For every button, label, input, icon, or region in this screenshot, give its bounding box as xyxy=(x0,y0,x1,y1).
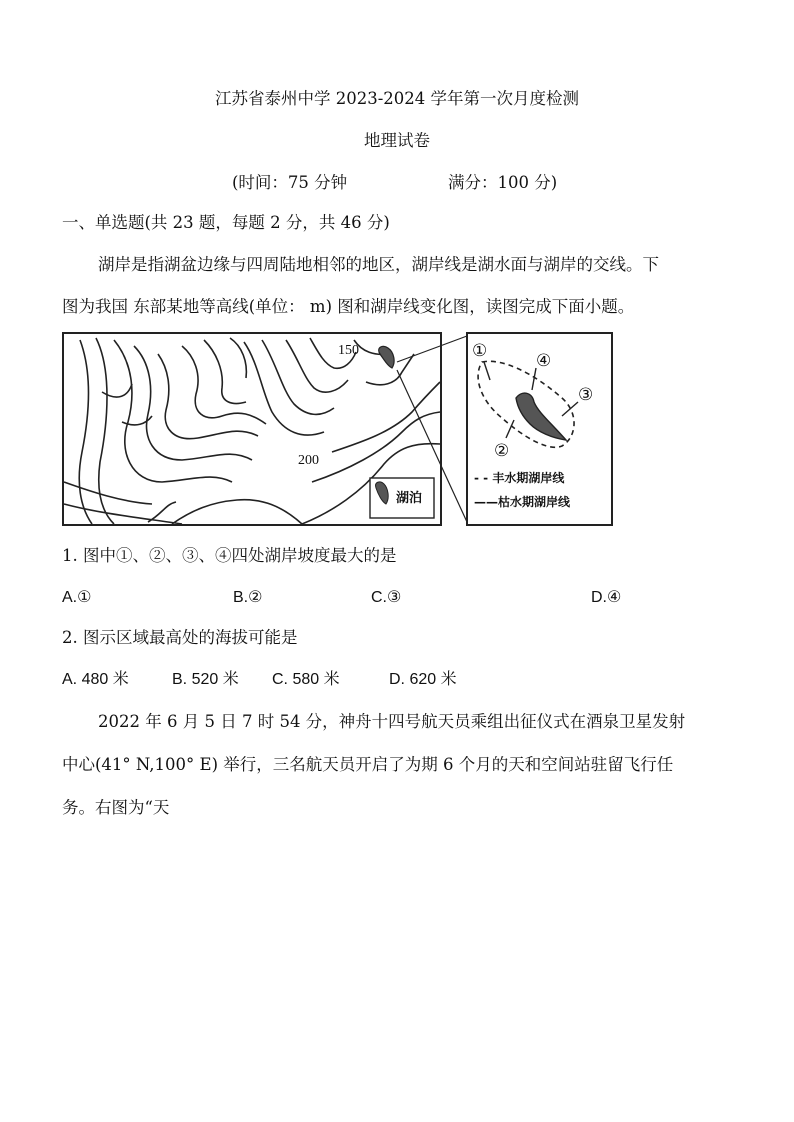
marker-4: ④ xyxy=(536,351,552,371)
passage-2-line-3: 务。右图为“天 xyxy=(62,798,170,817)
exam-title: 江苏省泰州中学 2023-2024 学年第一次月度检测 xyxy=(214,89,580,108)
passage-1-line-2: 图为我国 东部某地等高线(单位： m) 图和湖岸线变化图，读图完成下面小题。 xyxy=(62,297,635,316)
contour-label-150: 150 xyxy=(338,343,359,358)
exam-score: 满分：100 分) xyxy=(448,173,558,192)
contour-label-200: 200 xyxy=(298,453,319,468)
lake-shape xyxy=(379,346,394,368)
arrow-3 xyxy=(562,402,578,416)
dry-season-shoreline xyxy=(516,393,566,440)
question-1-option-b[interactable]: B.② xyxy=(233,589,263,606)
exam-subtitle: 地理试卷 xyxy=(364,131,430,150)
question-2-option-a[interactable]: A. 480 米 xyxy=(62,671,129,688)
contour-map-figure xyxy=(62,332,614,528)
question-1-stem: 1. 图中①、②、③、④四处湖岸坡度最大的是 xyxy=(62,546,397,565)
question-1-option-d[interactable]: D.④ xyxy=(591,589,622,606)
question-1-option-c[interactable]: C.③ xyxy=(371,589,402,606)
question-2-option-d[interactable]: D. 620 米 xyxy=(389,671,457,688)
section-heading: 一、单选题(共 23 题，每题 2 分，共 46 分) xyxy=(62,213,390,232)
question-2-option-b[interactable]: B. 520 米 xyxy=(172,671,239,688)
lake-legend-label: 湖泊 xyxy=(396,491,423,506)
question-1-option-a[interactable]: A.① xyxy=(62,589,92,606)
question-2-option-c[interactable]: C. 580 米 xyxy=(272,671,340,688)
legend-wet-season: - - 丰水期湖岸线 xyxy=(474,471,565,485)
passage-2-line-1: 2022 年 6 月 5 日 7 时 54 分，神舟十四号航天员乘组出征仪式在酒泉卫星发射 xyxy=(98,712,686,731)
connector-line-top xyxy=(397,336,467,362)
marker-2: ② xyxy=(494,441,510,461)
passage-2-line-2: 中心(41° N,100° E) 举行，三名航天员开启了为期 6 个月的天和空间站驻留飞行任 xyxy=(62,755,674,774)
exam-time: (时间：75 分钟 xyxy=(232,173,348,192)
marker-3: ③ xyxy=(578,385,594,405)
passage-1-line-1: 湖岸是指湖盆边缘与四周陆地相邻的地区，湖岸线是湖水面与湖岸的交线。下 xyxy=(98,255,659,274)
arrow-1 xyxy=(484,362,490,380)
legend-dry-season: ——枯水期湖岸线 xyxy=(474,495,571,509)
marker-1: ① xyxy=(472,341,488,361)
question-2-stem: 2. 图示区域最高处的海拔可能是 xyxy=(62,628,298,647)
